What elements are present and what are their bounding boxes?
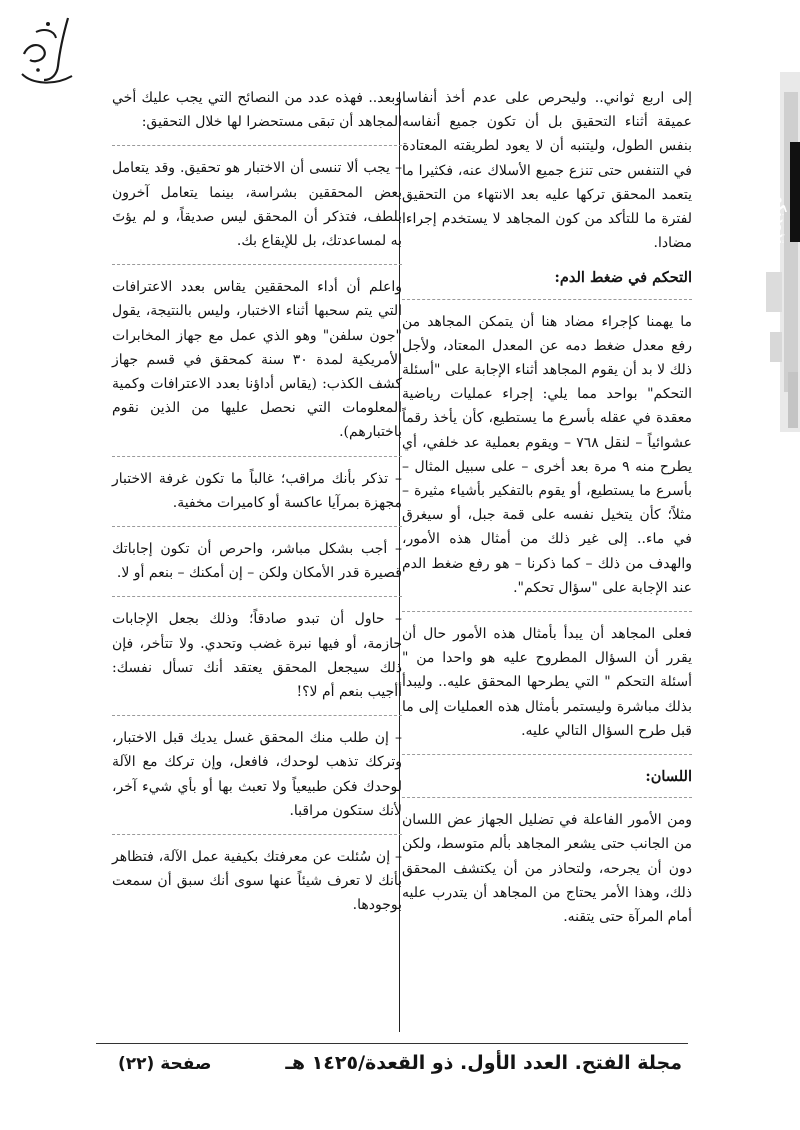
paragraph: – إن طلب منك المحقق غسل يديك قبل الاختبار، وتركك تذهب لوحدك، فافعل، وإن تركك مع الآلة لوحدك فكن طبيعياً ولا تعبث بها أو بأي شيء آخر، لأنك ستكون مراقبا. [112,730,402,819]
logo-calligraphy-icon [14,14,82,90]
divider [112,715,402,716]
divider [112,596,402,597]
paragraph: – أجب بشكل مباشر، واحرص أن تكون إجاباتك قصيرة قدر الأمكان ولكن – إن أمكنك – بنعم أو لا. [112,541,402,582]
page-number: صفحة (٢٢) [118,1054,212,1074]
section-heading-tongue: اللسان: [645,768,692,786]
divider [112,264,402,265]
footer-magazine-title: مجلة الفتح. العدد الأول. ذو القعدة/١٤٢٥ هـ [285,1052,682,1074]
paragraph: إلى اربع ثواني.. وليحرص على عدم أخذ أنفاسا عميقة أثناء التحقيق بل أن تكون جميع أنفاسه بنفس الطول، وليتنبه أن لا يعود لطريقته المعتادة في التنفس حتى تنزع جميع الأسلاك عنه، فكثيرا ما يتعمد المحقق تركها عليه بعد الانتهاء من التحقيق لفترة ما للتأكد من كون المجاهد لا يستخدم إجراءا مضادا. [402,90,692,252]
divider [402,797,692,798]
paragraph: – يجب ألا تنسى أن الاختبار هو تحقيق. وقد يتعامل بعض المحققين بشراسة، بينما يتعامل آخرون بلطف، فتذكر أن المحقق ليس صديقاً، و لم يؤتَ به لمساعدتك، بل للإيقاع بك. [112,160,402,250]
divider [402,299,692,300]
column-right-text [402,86,692,940]
column-left-text [112,86,402,929]
divider [402,611,692,612]
divider [402,754,692,755]
paragraph: ما يهمنا كإجراء مضاد هنا أن يتمكن المجاهد من رفع معدل ضغط دمه عن المعدل المعتاد، ولأجل ذلك لا بد أن يقوم المجاهد أثناء الإجابة على "أسئلة التحكم" بواحد مما يلي: إجراء عمليات رياضية معقدة في عقله بأسرع ما يستطيع، كأن يأخذ رقماً عشوائياً – لنقل ٧٦٨ – ويقوم بعملية عد خلفي، أي يطرح منه ٩ مرة بعد أخرى – على سبيل المثال – بأسرع ما يستطيع، أو يقوم بالتفكير بأشياء مثيرة – مثلاً؛ كأن يتخيل نفسه على قمة جبل، أو سيغرق في ماء.. إلى غير ذلك من أمثال هذه الأمور، والهدف من ذلك – كما ذكرنا – هو رفع ضغط الدم عند الإجابة على "سؤال تحكم". [402,313,692,596]
divider [112,526,402,527]
paragraph: واعلم أن أداء المحققين يقاس بعدد الاعترافات التي يتم سحبها أثناء الاختبار، وليس بالنتيجة، يقول "جون سلفن" وهو الذي عمل مع جهاز المخابرات الأمريكية لمدة ٣٠ سنة كمحقق في قسم جهاز كشف الكذب: (يقاس أداؤنا بعدد الاعترافات وكمية المعلومات التي نحصل عليها من الذين نقوم باختبارهم). [112,279,402,441]
side-banner [760,72,800,432]
divider [112,834,402,835]
paragraph: – إن سُئلت عن معرفتك بكيفية عمل الآلة، فتظاهر بأنك لا تعرف شيئاً عنها سوى أنك سبق أن سمعت بوجودها. [112,849,402,914]
paragraph: ومن الأمور الفاعلة في تضليل الجهاز عض اللسان من الجانب حتى يشعر المجاهد بألم متوسط، ولكن دون أن يجرحه، ولتحاذر من أن يكتشف المحقق ذلك، وهذا الأمر يحتاج من المجاهد أن يتدرب عليه أمام المرآة حتى يتقنه. [402,812,692,926]
footer-divider [96,1043,688,1044]
paragraph: فعلى المجاهد أن يبدأ بأمثال هذه الأمور حال أن يقرر أن السؤال المطروح عليه هو واحدا من " أسئلة التحكم " التي يطرحها المحقق عليه.. وليبدأ بذلك مباشرة وليستمر بأمثال هذه العمليات إلى ما قبل طرح السؤال التالي عليه. [402,626,692,739]
side-banner-label: تذودنكم [773,194,788,244]
divider [112,145,402,146]
divider [112,456,402,457]
paragraph: – تذكر بأنك مراقب؛ غالباً ما تكون غرفة الاختبار مجهزة بمرآيا عاكسة أو كاميرات مخفية. [112,470,402,511]
paragraph: – حاول أن تبدو صادقاً؛ وذلك بجعل الإجابات حازمة، أو فيها نبرة غضب وتحدي. ولا تتأخر، فإن ذلك سيجعل المحقق يعتقد أنك تسأل نفسك: أأجيب بنعم أم لا؟! [112,611,402,701]
rifle-silhouette-icon [760,72,800,432]
paragraph: وبعد.. فهذه عدد من النصائح التي يجب عليك أخي المجاهد أن تبقى مستحضرا لها خلال التحقيق: [112,90,402,131]
section-heading-blood-pressure: التحكم في ضغط الدم: [554,269,692,287]
magazine-logo [14,14,82,90]
